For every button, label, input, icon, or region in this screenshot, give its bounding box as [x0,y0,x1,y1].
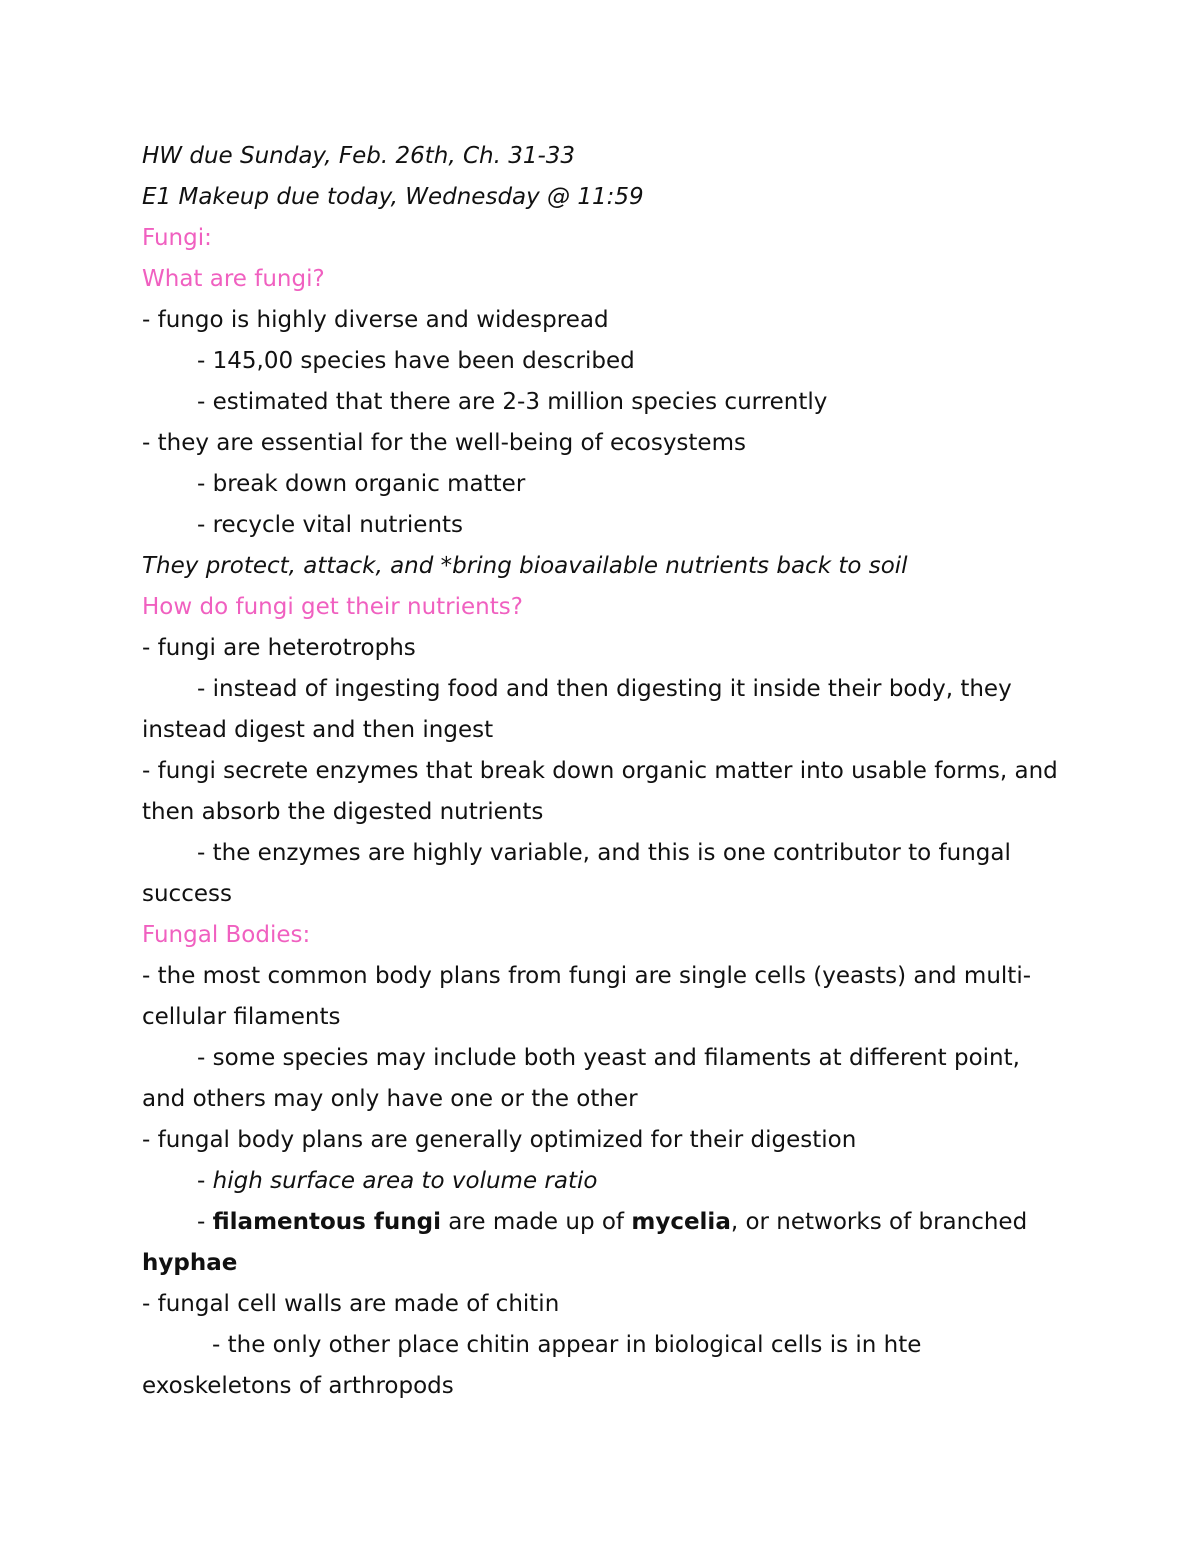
sub-bullet-mycelia [142,1202,1062,1284]
document-page [142,136,1062,1407]
bullet-chitin: - fungal cell walls are made of chitin [142,1291,560,1317]
makeup-note: E1 Makeup due today, Wednesday @ 11:59 [142,184,644,210]
mycelia-mid-text: are made up of [441,1209,632,1235]
subheading-nutrients: How do fungi get their nutrients? [142,594,523,620]
bullet-body-plans: - the most common body plans from fungi are single cells (yeasts) and multi-cellular filaments [142,963,1032,1030]
bullet-diverse: - fungo is highly diverse and widespread [142,307,609,333]
bullet-enzymes: - fungi secrete enzymes that break down organic matter into usable forms, and then absorb the digested nutrients [142,758,1058,825]
surface-area-text: high surface area to volume ratio [212,1168,598,1194]
term-filamentous-fungi: filamentous fungi [212,1209,441,1235]
sub-bullet-break-down: - break down organic matter [197,471,526,497]
sub-bullet-recycle: - recycle vital nutrients [197,512,464,538]
protect-attack-note: They protect, attack, and *bring bioavailable nutrients back to soil [142,553,908,579]
subheading-what-are-fungi: What are fungi? [142,266,325,292]
sub-bullet-arthropods: - the only other place chitin appear in biological cells is in hte exoskeletons of arthropods [142,1332,922,1399]
bullet-heterotrophs: - fungi are heterotrophs [142,635,416,661]
dash: - [197,1209,213,1235]
bullet-optimized: - fungal body plans are generally optimized for their digestion [142,1127,857,1153]
mycelia-end-text: , or networks of branched [730,1209,1028,1235]
term-mycelia: mycelia [631,1209,731,1235]
sub-bullet-yeast-filaments: - some species may include both yeast and filaments at different point, and others may only have one or the other [142,1045,1020,1112]
bullet-ecosystems: - they are essential for the well-being of ecosystems [142,430,746,456]
section-heading-fungal-bodies: Fungal Bodies: [142,922,311,948]
dash: - [197,1168,213,1194]
sub-bullet-digest-ingest: - instead of ingesting food and then digesting it inside their body, they instead digest and then ingest [142,676,1012,743]
sub-bullet-species-described: - 145,00 species have been described [197,348,635,374]
sub-bullet-enzymes-variable: - the enzymes are highly variable, and this is one contributor to fungal success [142,840,1011,907]
homework-note: HW due Sunday, Feb. 26th, Ch. 31-33 [142,143,576,169]
term-hyphae: hyphae [142,1250,238,1276]
section-heading-fungi: Fungi: [142,225,212,251]
sub-bullet-surface-area [142,1161,1062,1202]
sub-bullet-species-estimate: - estimated that there are 2-3 million species currently [197,389,828,415]
